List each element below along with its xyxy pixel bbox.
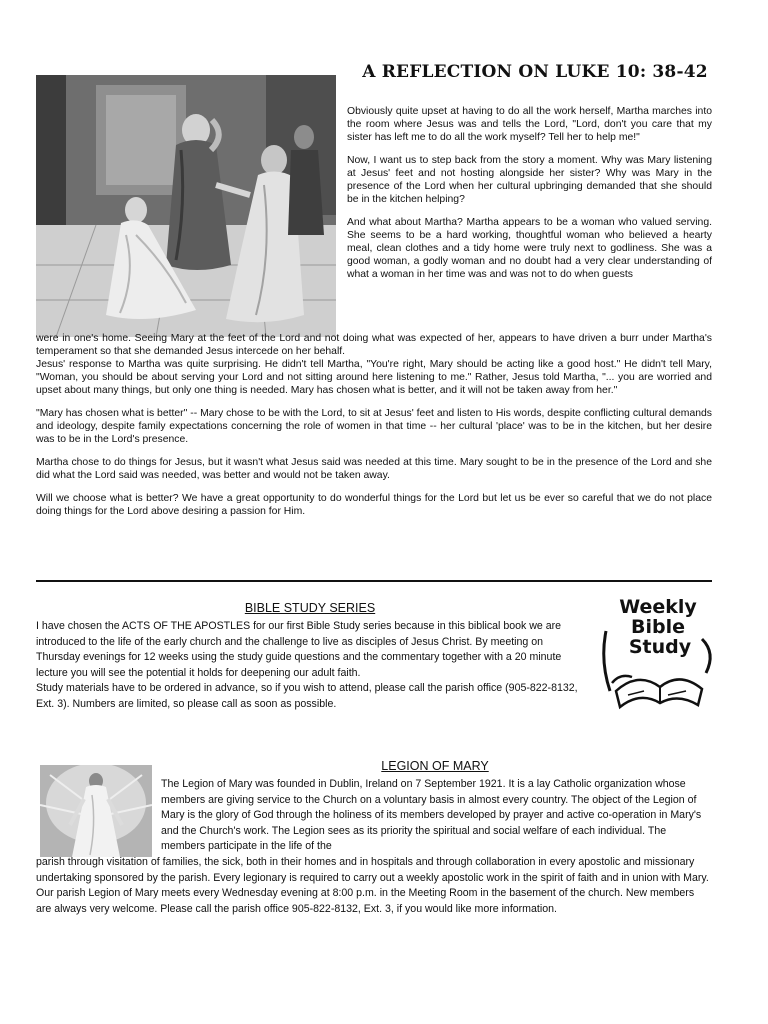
reflection-body xyxy=(36,332,712,528)
logo-line-2: Bible xyxy=(631,616,685,638)
reflection-paragraph-2: Now, I want us to step back from the story a moment. Why was Mary listening at Jesus' feet and not hosting alongside her sister? Why was Mary in the presence of the Lord when her cultural upbringing demanded that she should be in the kitchen helping? xyxy=(347,155,712,205)
section-divider xyxy=(36,580,712,582)
legion-paragraph-1a: The Legion of Mary was founded in Dublin, Ireland on 7 September 1921. It is a lay Catholic organization whose members are giving service to the Church on a voluntary basis in almost every country. The object of the Legion of Mary is the glory of God through the holiness of its members developed by prayer and active co-operation in Mary's and the Church's work. The Legion sees as its priority the spiritual and social welfare of each individual. The members participate in the life of the xyxy=(161,778,702,852)
reflection-paragraph-1: Obviously quite upset at having to do all the work herself, Martha marches into the room where Jesus was and tells the Lord, "Lord, don't you care that my sister has left me to do all the work myself? Tell her to help me!" xyxy=(347,106,712,143)
page-title: A REFLECTION ON LUKE 10: 38-42 xyxy=(362,62,708,82)
painting-illustration xyxy=(36,75,336,337)
reflection-paragraph-4: Jesus' response to Martha was quite surprising. He didn't tell Martha, "You're right, Mary should be acting like a good host." He didn't tell Mary, "Woman, you should be about serving your Lord and not sitting around here listening to me." Rather, Jesus told Martha, "... you are worried and upset about many things, but only one thing is needed. Mary has chosen what is better, and it will not be taken away from her." xyxy=(36,359,712,396)
martha-mary-jesus-painting xyxy=(36,75,336,337)
legion-paragraph-2: Our parish Legion of Mary meets every Wednesday evening at 8:00 p.m. in the Meeting Room in the basement of the church. New members are always very welcome. Please call the parish office 905-822-8132, Ext. 3, if you would like more information. xyxy=(36,887,695,915)
reflection-paragraph-5: "Mary has chosen what is better" -- Mary chose to be with the Lord, to sit at Jesus' feet and listen to His words, despite conflicting cultural demands and ideology, despite family expectations concerning the role of women in that time -- her cultural 'place' was to be in the kitchen, but her desire was to be in the Lord's presence. xyxy=(36,408,712,445)
reflection-paragraph-7: Will we choose what is better? We have a great opportunity to do wonderful things for the Lord but let us be ever so careful that we do not place doing things for the Lord above desiring a passion for Him. xyxy=(36,493,712,517)
reflection-paragraph-3a: And what about Martha? Martha appears to be a woman who valued serving. She seems to be a hard working, thoughtful woman who believed a hearty meal, clean clothes and a tidy home were truly next to godliness. She was a good woman, a godly woman and no doubt had a very clear understanding of what a woman in her time was and was not to do when guests xyxy=(347,217,712,280)
bible-study-heading: BIBLE STUDY SERIES xyxy=(244,601,376,615)
bible-study-body xyxy=(36,619,582,712)
reflection-intro xyxy=(347,105,712,291)
legion-paragraph-1b: parish through visitation of families, the sick, both in their homes and in hospitals and through collaboration in every apostolic and missionary undertaking sponsored by the parish. Every legionary is required to carry out a weekly apostolic work in the spirit of faith and in union with Mary. xyxy=(36,856,709,884)
reflection-paragraph-6: Martha chose to do things for Jesus, but it wasn't what Jesus said was needed at this time. Mary sought to be in the presence of the Lord and she did what the Lord said was needed, was better and would not be taken away. xyxy=(36,457,712,481)
bible-study-paragraph-2: Study materials have to be ordered in advance, so if you wish to attend, please call the parish office (905-822-8132, Ext. 3). Numbers are limited, so please call as soon as possible. xyxy=(36,682,578,710)
logo-line-1: Weekly xyxy=(619,596,697,618)
reflection-paragraph-3b: were in one's home. Seeing Mary at the feet of the Lord and not doing what was expected of her, appears to have driven a burr under Martha's temperament so that she demanded Jesus intercede on her behalf. xyxy=(36,333,712,357)
weekly-bible-study-logo xyxy=(598,591,718,716)
logo-line-3: Study xyxy=(628,636,692,658)
weekly-bible-study-logo-graphic xyxy=(598,591,718,716)
mary-illustration xyxy=(40,765,152,857)
bible-study-paragraph-1: I have chosen the ACTS OF THE APOSTLES for our first Bible Study series because in this biblical book we are introduced to the life of the early church and the challenge to live as disciples of Jesus Christ. By meeting on Thursday evenings for 12 weeks using the study guide questions and the commentary together with a 20 minute lecture you will see the potential it holds for deepening our adult faith. xyxy=(36,620,562,679)
our-lady-of-grace-image xyxy=(40,765,152,857)
legion-of-mary-heading: LEGION OF MARY xyxy=(381,759,489,773)
legion-of-mary-intro xyxy=(161,777,712,855)
legion-of-mary-body xyxy=(36,855,712,917)
